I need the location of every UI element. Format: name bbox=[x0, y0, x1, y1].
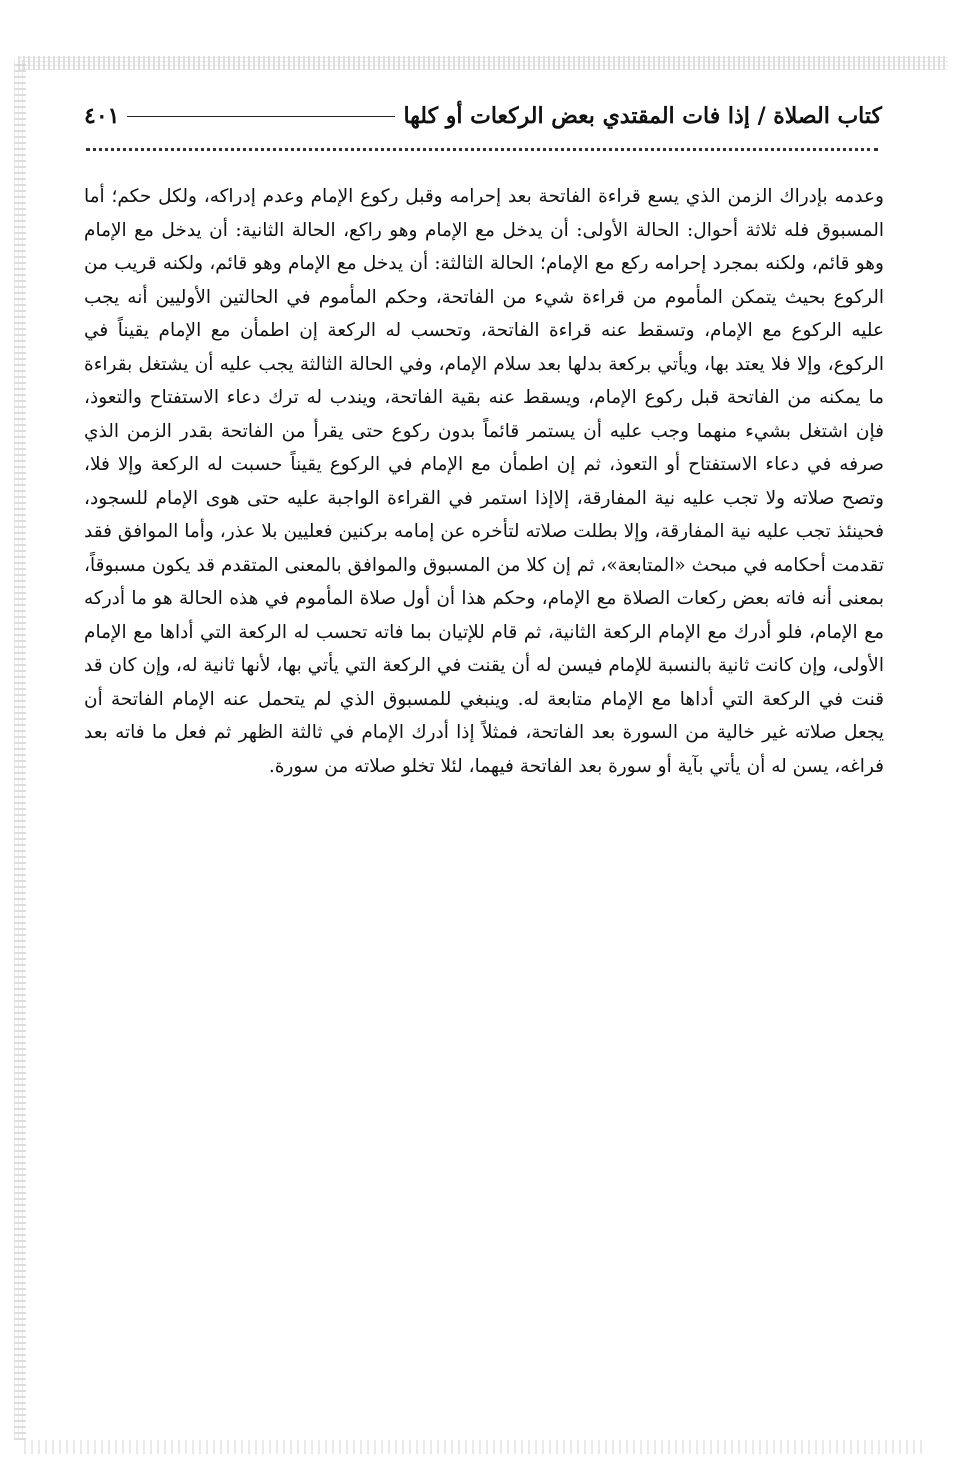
dotted-separator bbox=[86, 148, 878, 151]
running-head bbox=[84, 96, 882, 136]
page-title: كتاب الصلاة / إذا فات المقتدي بعض الركعات أو كلها bbox=[403, 103, 882, 129]
header-rule bbox=[127, 116, 395, 117]
scan-border-top bbox=[18, 56, 948, 70]
page-number: ٤٠١ bbox=[84, 103, 120, 129]
scan-border-left bbox=[14, 60, 26, 1440]
body-text bbox=[84, 180, 884, 783]
scan-border-bottom bbox=[24, 1440, 924, 1454]
body-paragraph: وعدمه بإدراك الزمن الذي يسع قراءة الفاتحة بعد إحرامه وقبل ركوع الإمام وعدم إدراكه، ولكل حكم؛ أما المسبوق فله ثلاثة أحوال: الحالة الأولى: أن يدخل مع الإمام وهو راكع، الحالة الثانية: أن يدخل مع الإمام وهو قائم، ولكنه بمجرد إحرامه ركع مع الإمام؛ الحالة الثالثة: أن يدخل مع الإمام وهو قائم، ولكنه قريب من الركوع بحيث يتمكن المأموم من قراءة شيء من الفاتحة، وحكم المأموم في الحالتين الأوليين أنه يجب عليه الركوع مع الإمام، وتسقط عنه قراءة الفاتحة، وتحسب له الركعة إن اطمأن مع الإمام يقيناً في الركوع، وإلا فلا يعتد بها، ويأتي بركعة بدلها بعد سلام الإمام، وفي الحالة الثالثة يجب عليه أن يشتغل بقراءة ما يمكنه من الفاتحة قبل ركوع الإمام، ويسقط عنه بقية الفاتحة، ويندب له ترك دعاء الاستفتاح والتعوذ، فإن اشتغل بشيء منهما وجب عليه أن يستمر قائماً بدون ركوع حتى يقرأ من الفاتحة بقدر الزمن الذي صرفه في دعاء الاستفتاح أو التعوذ، ثم إن اطمأن مع الإمام في الركوع يقيناً حسبت له الركعة وإلا فلا، وتصح صلاته ولا تجب عليه نية المفارقة، إلاإذا استمر في القراءة الواجبة عليه حتى هوى الإمام للسجود، فحينئذ تجب عليه نية المفارقة، وإلا بطلت صلاته لتأخره عن إمامه بركنين فعليين بلا عذر، وأما الموافق فقد تقدمت أحكامه في مبحث «المتابعة»، ثم إن كلا من المسبوق والموافق بالمعنى المتقدم قد يكون مسبوقاً، بمعنى أنه فاته بعض ركعات الصلاة مع الإمام، وحكم هذا أن أول صلاة المأموم في هذه الحالة هو ما أدركه مع الإمام، فلو أدرك مع الإمام الركعة الثانية، ثم قام للإتيان بما فاته تحسب له الركعة التي أداها مع الإمام الأولى، وإن كانت ثانية بالنسبة للإمام فيسن له أن يقنت في الركعة التي يأتي بها، لأنها ثانية له، وإن كان قد قنت في الركعة التي أداها مع الإمام متابعة له. وينبغي للمسبوق الذي لم يتحمل عنه الإمام الفاتحة أن يجعل صلاته غير خالية من السورة بعد الفاتحة، فمثلاً إذا أدرك الإمام في ثالثة الظهر ثم فعل ما فاته بعد فراغه، يسن له أن يأتي بآية أو سورة بعد الفاتحة فيهما، لئلا تخلو صلاته من سورة. bbox=[84, 186, 884, 777]
